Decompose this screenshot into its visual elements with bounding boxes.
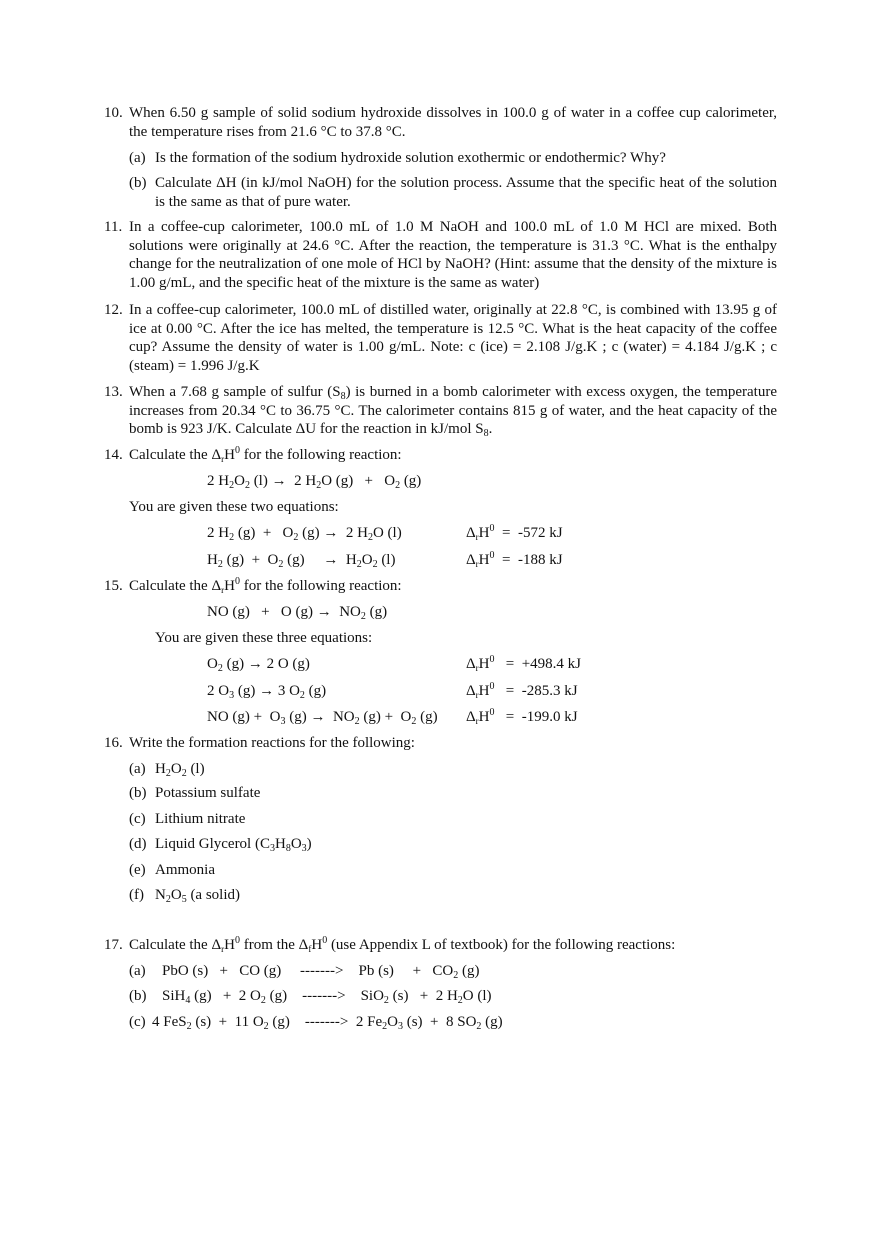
q14-intro: Calculate the $\Delta_rH^0$ for the following reaction: [129,445,402,464]
q17-text: Calculate the $\Delta_rH^0$ from the $\Delta_fH^0$ (use Appendix L of textbook) for the following reactions: [129,935,676,954]
q15-eq2: 2 $O_3$ (g) → 3 $O_2$ (g) [207,683,327,701]
q11-text: In a coffee-cup calorimeter, 100.0 mL of 1.0 M NaOH and 100.0 mL of 1.0 M HCl are mixed. Both solutions were originally at 24.6 °C. After the reaction, the temperature is 31.3 °C. What is the enthalpy change for the neutralization of one mole of HCl by NaOH? (Hint: assume that the density of the mixture is 1.00 g/mL, and the specific heat of the mixture is the same as water) [129,219,777,291]
q14-eq1: 2 $H_2$ $(g) + O_2$ (g) → 2 $H_2O$ (l) [207,525,402,543]
q16b-text: Potassium sulfate [155,785,261,801]
q10-text: When 6.50 g sample of solid sodium hydroxide dissolves in 100.0 g of water in a coffee cup calorimeter, the temperature rises from 21.6 °C to 37.8 °C. [129,105,777,140]
q10b-text: Calculate ΔH (in kJ/mol NaOH) for the solution process. Assume that the specific heat of the solution is the same as that of pure water. [155,175,777,210]
q13-text: When a 7.68 g sample of sulfur $(S_8)$ is burned in a bomb calorimeter with excess oxygen, the temperature increases from 20.34 °C to 36.75 °C. The calorimeter contains 815 g of water, and the heat capacity of the bomb is 923 J/K. Calculate ΔU for the reaction in kJ/mol $S_8$. [129,384,777,439]
q15-intro: Calculate the $\Delta_rH^0$ for the following reaction: [129,576,402,595]
q13-number: 13. [104,384,123,400]
q16-text: Write the formation reactions for the following: [129,735,415,751]
q14-number: 14. [104,447,123,463]
q11-number: 11. [104,219,123,235]
q17-number: 17. [104,937,123,953]
q16c-text: Lithium nitrate [155,811,246,827]
q15-eq1: $O_2$ (g) → 2 O (g) [207,656,310,674]
q16a-text: $H_2O_2$ (l) [155,761,205,779]
q16e-label: (e) [129,862,146,878]
q15-eq1-dh: $\Delta_rH^0$ = +498.4 kJ [466,654,582,673]
q15-eq2-dh: $\Delta_rH^0$ = -285.3 kJ [466,681,578,700]
q17a-reaction: PbO (s) + CO (g) -------> Pb (s) + $CO_2$ (g) [162,963,480,981]
q15-given: You are given these three equations: [155,630,373,646]
q17b-label: (b) [129,988,147,1004]
q15-target-reaction: NO (g) + O $(g) \to NO_2$ (g) [207,604,388,622]
q16a-label: (a) [129,761,146,777]
q16f-label: (f) [129,887,144,903]
q14-target-reaction: 2 $H_2O_2$ (l) → 2 $H_2O$ $(g) + O_2$ (g) [207,473,422,491]
q17b-reaction: SiH$_4$ (g) + 2 $O_2$ (g) -------> SiO$_2$ (s) + 2 $H_2O$ (l) [162,988,492,1006]
q16b-label: (b) [129,785,147,801]
q10b-label: (b) [129,175,147,191]
q15-eq3-dh: $\Delta_rH^0$ = -199.0 kJ [466,707,578,726]
q16d-label: (d) [129,836,147,852]
q14-given: You are given these two equations: [129,499,339,515]
q16-number: 16. [104,735,123,751]
q17c-reaction: 4 FeS$_2$ (s) + 11 $O_2$ (g) -------> 2 $Fe_2O_3$ (s) + 8 $SO_2$ (g) [152,1014,503,1032]
q10a-label: (a) [129,150,146,166]
q12-text: In a coffee-cup calorimeter, 100.0 mL of distilled water, originally at 22.8 °C, is combined with 13.95 g of ice at 0.00 °C. After the ice has melted, the temperature is 12.5 °C. What is the heat capacity of the coffee cup? Assume the density of water is 1.00 g/mL. Note: c (ice) = 2.108 J/g.K ; c (water) = 4.184 J/g.K ; c (steam) = 1.996 J/g.K [129,302,777,374]
q16c-label: (c) [129,811,146,827]
q12-number: 12. [104,302,123,318]
q15-number: 15. [104,578,123,594]
q17c-label: (c) [129,1014,146,1030]
q17a-label: (a) [129,963,146,979]
q15-eq3: NO $(g) + O_3$ $(g) \to NO_2$ $(g) + O_2$ (g) [207,709,438,727]
q10a-text: Is the formation of the sodium hydroxide solution exothermic or endothermic? Why? [155,150,666,166]
q14-eq2-dh: $\Delta_rH^0 = -188$ kJ [466,550,563,569]
q16d-text: Liquid Glycerol $(C_3H_8O_3)$ [155,836,312,854]
q16f-text: $N_2O_5$ (a solid) [155,887,241,905]
q14-eq2: $H_2$ $(g) + O_2$ (g) → $H_2O_2$ (l) [207,552,396,570]
q14-eq1-dh: $\Delta_rH^0 = -572$ kJ [466,523,563,542]
q10-number: 10. [104,105,123,121]
q16e-text: Ammonia [155,862,215,878]
